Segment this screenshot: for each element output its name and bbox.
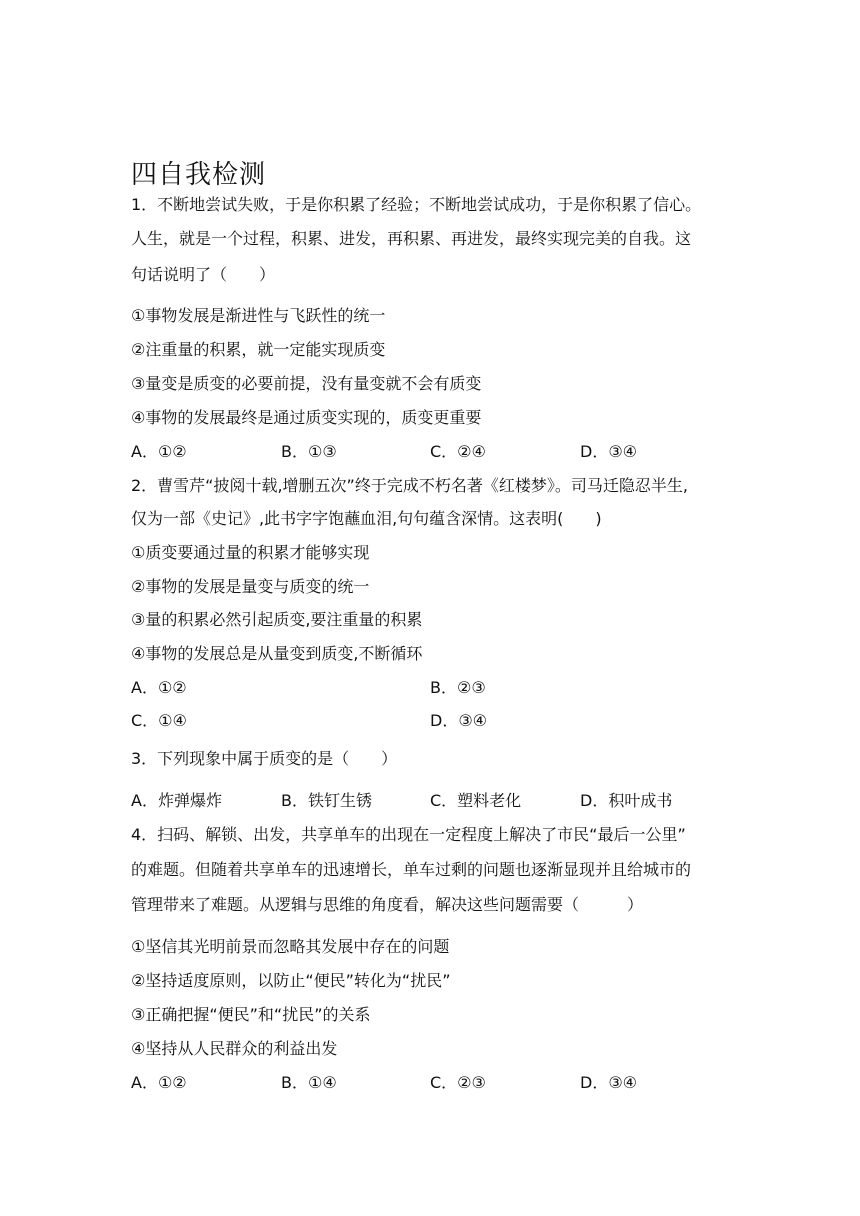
q2-option-a: A．①② <box>131 678 187 697</box>
q4-item-3: ③正确把握“便民”和“扰民”的关系 <box>131 1005 371 1024</box>
q2-stem-line-2: 仅为一部《史记》,此书字字饱蘸血泪,句句蕴含深情。这表明( ) <box>131 509 602 528</box>
q1-option-b: B．①③ <box>281 442 337 461</box>
q4-stem-line-2: 的难题。但随着共享单车的迅速增长，单车过剩的问题也逐渐显现并且给城市的 <box>131 860 692 879</box>
q1-item-1: ①事物发展是渐进性与飞跃性的统一 <box>131 306 386 325</box>
q1-option-c: C．②④ <box>430 442 486 461</box>
q4-stem-line-3: 管理带来了难题。从逻辑与思维的角度看，解决这些问题需要（ ） <box>131 895 644 914</box>
q4-item-1: ①坚信其光明前景而忽略其发展中存在的问题 <box>131 937 450 956</box>
q4-item-2: ②坚持适度原则，以防止“便民”转化为“扰民” <box>131 971 451 990</box>
q4-option-b: B．①④ <box>281 1073 337 1092</box>
section-title: 四自我检测 <box>131 160 267 190</box>
q2-item-1: ①质变要通过量的积累才能够实现 <box>131 543 370 562</box>
q4-stem-line-1: 4．扫码、解锁、出发，共享单车的出现在一定程度上解决了市民“最后一公里” <box>131 825 686 844</box>
q1-item-3: ③量变是质变的必要前提，没有量变就不会有质变 <box>131 374 482 393</box>
q3-stem: 3．下列现象中属于质变的是（ ） <box>131 749 398 768</box>
q3-option-b: B．铁钉生锈 <box>281 791 372 810</box>
q1-options <box>131 439 751 461</box>
q1-stem-line-1: 1．不断地尝试失败，于是你积累了经验；不断地尝试成功，于是你积累了信心。 <box>131 195 702 214</box>
q3-option-a: A．炸弹爆炸 <box>131 791 222 810</box>
q2-options-row-1 <box>131 675 751 697</box>
q2-item-2: ②事物的发展是量变与质变的统一 <box>131 577 370 596</box>
q3-option-c: C．塑料老化 <box>430 791 522 810</box>
q1-stem-line-2: 人生，就是一个过程，积累、进发，再积累、再进发，最终实现完美的自我。这 <box>131 229 692 248</box>
q2-stem-line-1: 2．曹雪芹“披阅十载,增删五次”终于完成不朽名著《红楼梦》。司马迁隐忍半生, <box>131 476 688 495</box>
q1-item-4: ④事物的发展最终是通过质变实现的，质变更重要 <box>131 408 482 427</box>
q4-item-4: ④坚持从人民群众的利益出发 <box>131 1039 338 1058</box>
q2-option-b: B．②③ <box>430 678 486 697</box>
q1-option-a: A．①② <box>131 442 187 461</box>
q1-stem-line-3: 句话说明了（ ） <box>131 265 276 284</box>
q4-options <box>131 1070 751 1092</box>
q2-option-c: C．①④ <box>131 711 187 730</box>
q2-item-3: ③量的积累必然引起质变,要注重量的积累 <box>131 610 423 629</box>
q3-option-d: D．积叶成书 <box>580 791 673 810</box>
q3-options <box>131 788 751 810</box>
q4-option-d: D．③④ <box>580 1073 638 1092</box>
q2-item-4: ④事物的发展总是从量变到质变,不断循环 <box>131 644 423 663</box>
q2-options-row-2 <box>131 708 751 730</box>
q1-item-2: ②注重量的积累，就一定能实现质变 <box>131 340 386 359</box>
q4-option-c: C．②③ <box>430 1073 486 1092</box>
q1-option-d: D．③④ <box>580 442 638 461</box>
q2-option-d: D．③④ <box>430 711 488 730</box>
q4-option-a: A．①② <box>131 1073 187 1092</box>
